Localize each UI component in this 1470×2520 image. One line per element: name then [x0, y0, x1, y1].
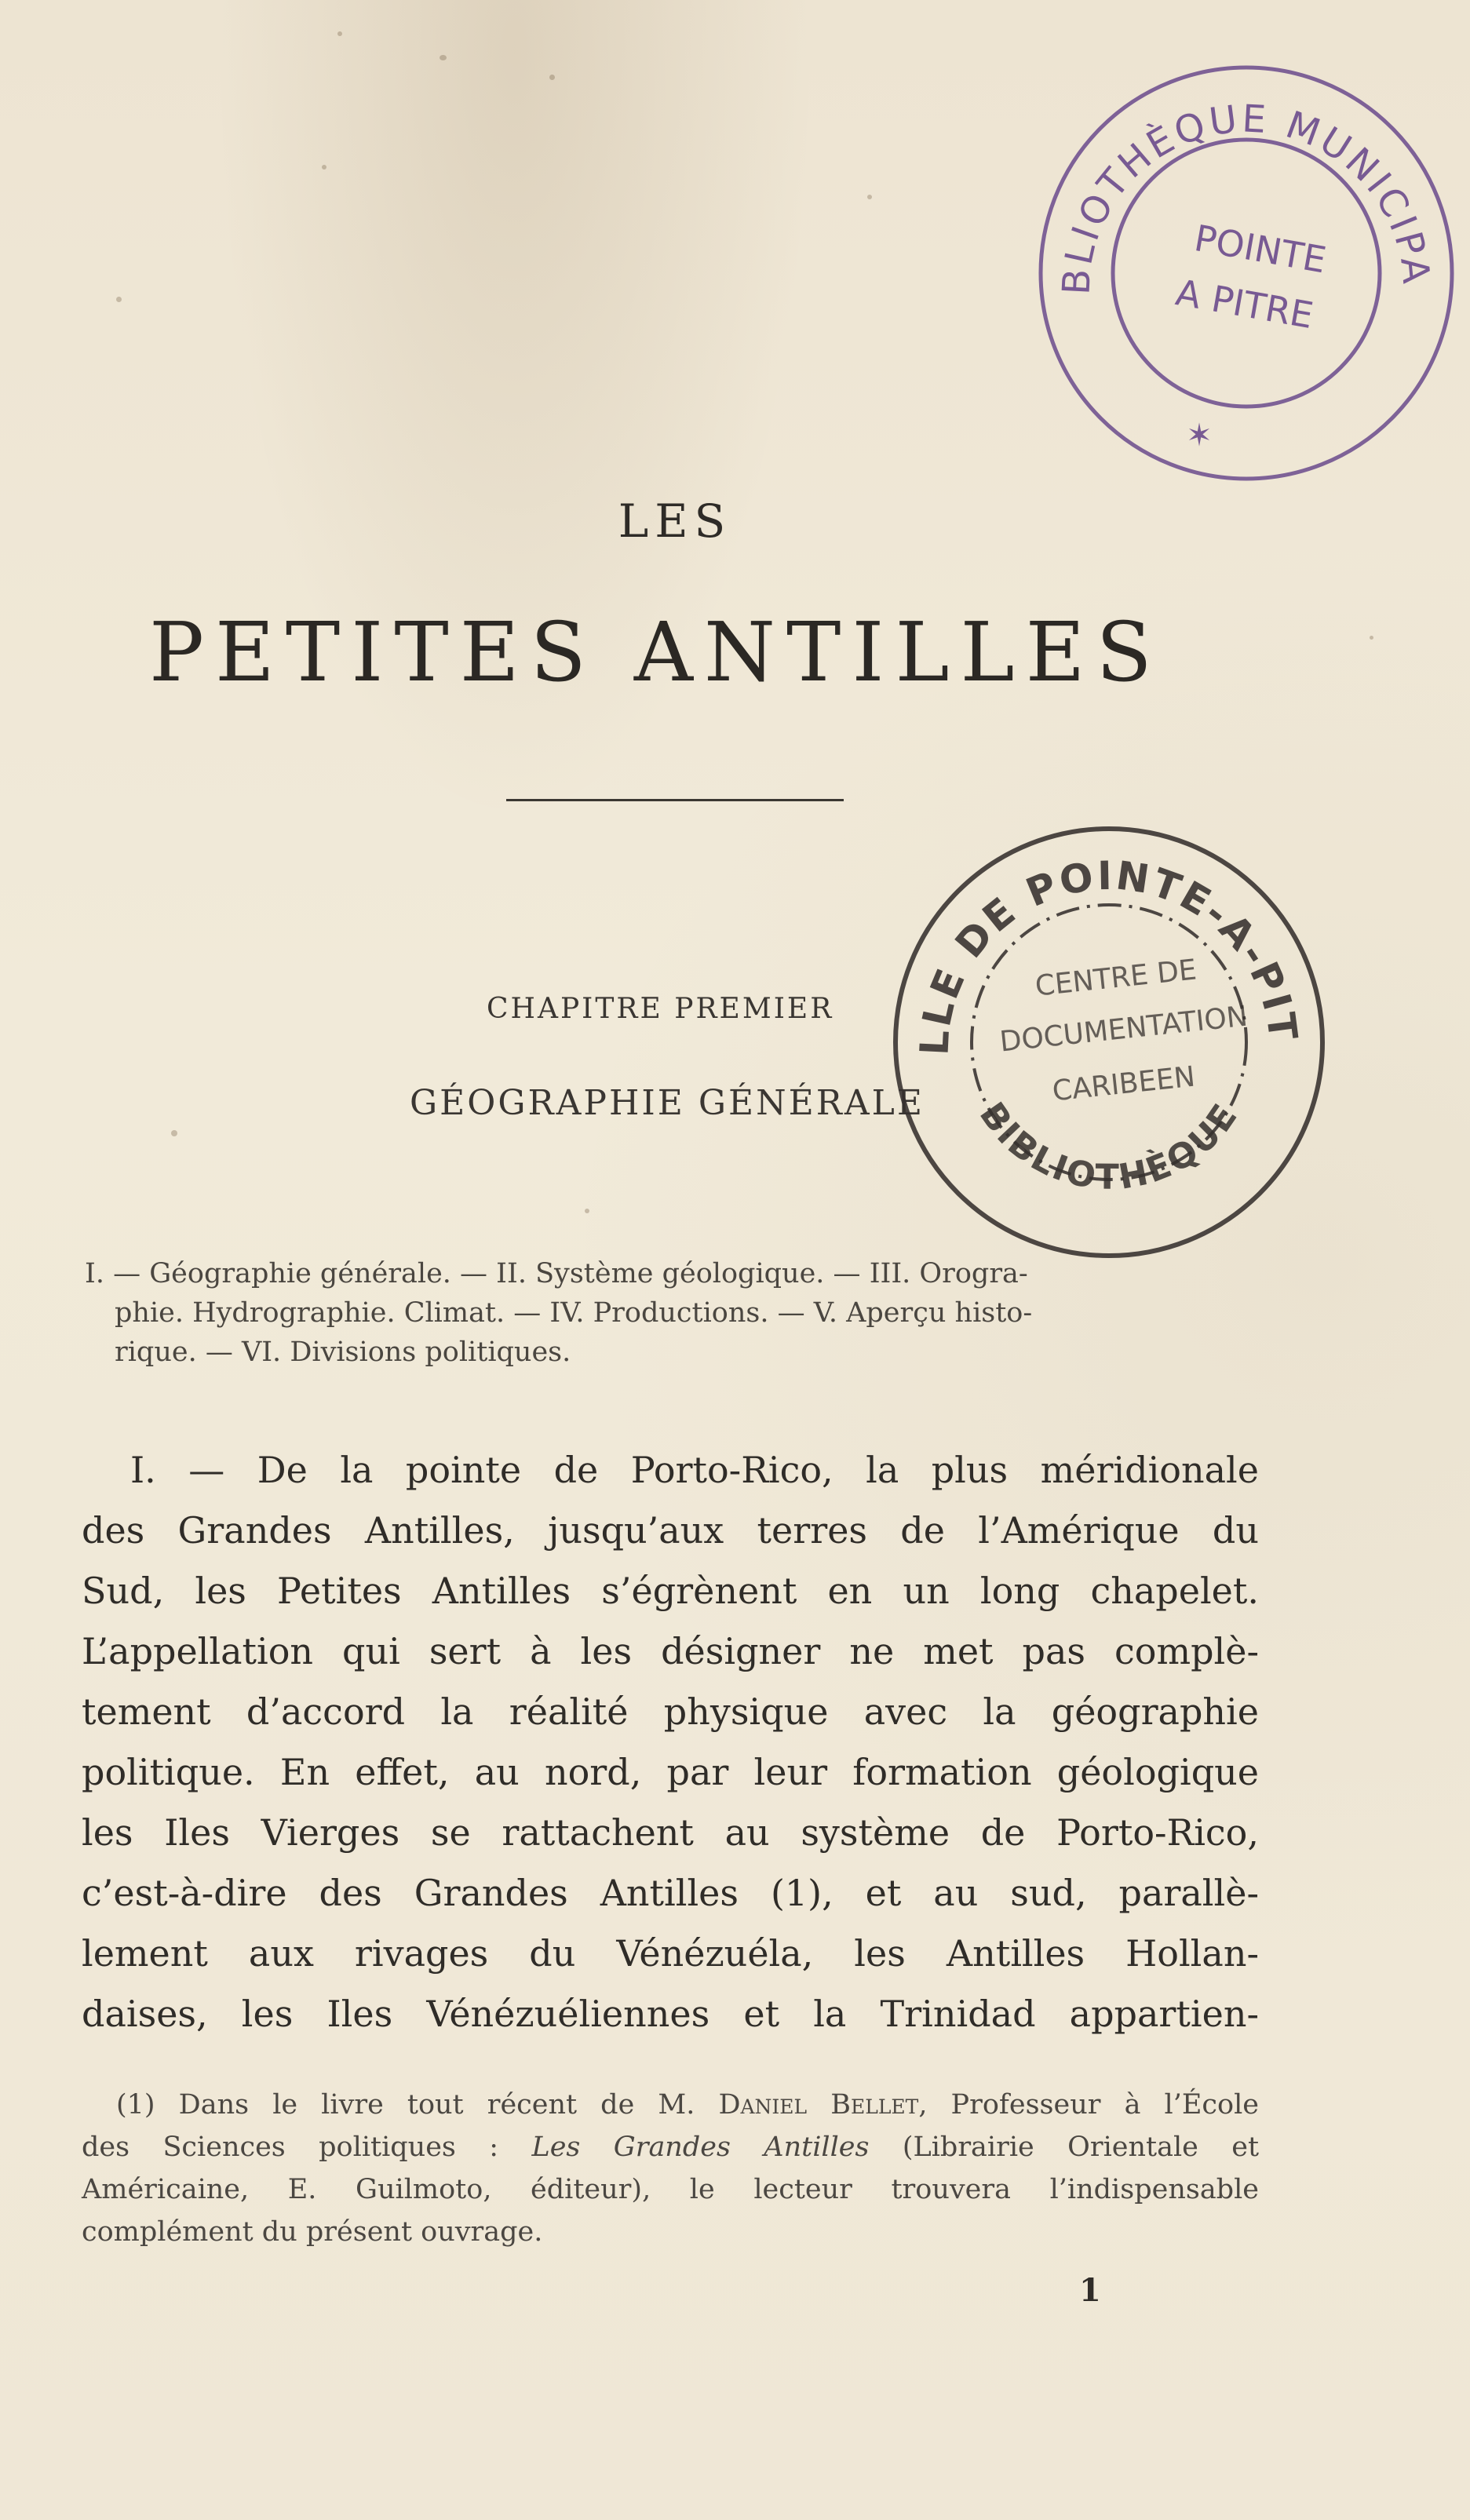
title-rule — [506, 799, 844, 801]
body-line: Sud, les Petites Antilles s’égrènent en un long chapelet. — [82, 1570, 1259, 1612]
footnote-text: (Librairie Orientale et — [869, 2132, 1260, 2163]
footnote-line — [82, 2126, 1259, 2168]
body-line: c’est-à-dire des Grandes Antilles (1), et au sud, parallè- — [82, 1872, 1259, 1914]
paper-speck — [1370, 636, 1373, 640]
body-line: daises, les Iles Vénézuéliennes et la Trinidad appartien- — [82, 1993, 1259, 2035]
footnote — [82, 2084, 1259, 2253]
chapter-title: GÉOGRAPHIE GÉNÉRALE — [410, 1083, 925, 1123]
paper-speck — [337, 31, 342, 36]
body-line: tement d’accord la réalité physique avec la géographie — [82, 1690, 1259, 1733]
book-title: PETITES ANTILLES — [149, 604, 1163, 700]
body-line: des Grandes Antilles, jusqu’aux terres de l’Amérique du — [82, 1509, 1259, 1552]
footnote-text: des Sciences politiques : — [82, 2132, 532, 2163]
body-paragraph — [82, 1440, 1259, 2044]
paper-speck — [585, 1209, 589, 1213]
footnote-author: Daniel Bellet — [718, 2089, 919, 2121]
paper-speck — [440, 55, 447, 60]
library-stamp-center-line2: A PITRE — [1173, 271, 1317, 337]
library-stamp-ring-text: BLIOTHÈQUE MUNICIPA — [1054, 97, 1439, 296]
documentation-stamp-ring-text: LLE DE POINTE-A-PIT — [911, 852, 1307, 1056]
library-stamp — [1034, 61, 1458, 485]
body-line: L’appellation qui sert à les désigner ne met pas complè- — [82, 1630, 1259, 1672]
documentation-stamp-center-line2: DOCUMENTATION — [998, 1000, 1249, 1059]
title-les: LES — [618, 494, 732, 548]
library-stamp-graphic — [1034, 61, 1458, 485]
paper-speck — [171, 1130, 177, 1136]
summary-line: I. — Géographie générale. — II. Système géologique. — III. Orogra- — [85, 1258, 1028, 1289]
page-number: 1 — [1079, 2272, 1101, 2309]
footnote-book-title: Les Grandes Antilles — [531, 2132, 870, 2163]
documentation-stamp-graphic — [854, 815, 1356, 1286]
paper-speck — [116, 297, 122, 302]
documentation-stamp-center-line3: CARIBEEN — [1050, 1060, 1197, 1108]
footnote-text: , Professeur à l’École — [918, 2089, 1259, 2121]
paper-speck — [867, 195, 872, 199]
footnote-line: Américaine, E. Guilmoto, éditeur), le lecteur trouvera l’indispensable — [82, 2174, 1259, 2205]
footnote-text: (1) Dans le livre tout récent de M. — [116, 2089, 719, 2121]
paper-speck — [322, 165, 326, 170]
documentation-stamp-bottom-text: BIBLIOTHÈQUE — [971, 1095, 1247, 1198]
star-icon: ✶ — [1186, 418, 1213, 454]
body-line: les Iles Vierges se rattachent au système de Porto-Rico, — [82, 1811, 1259, 1854]
summary-line: rique. — VI. Divisions politiques. — [115, 1337, 571, 1368]
body-line: politique. En effet, au nord, par leur formation géologique — [82, 1751, 1259, 1793]
footnote-line — [82, 2084, 1259, 2126]
paper-speck — [549, 75, 555, 80]
body-line: I. — De la pointe de Porto-Rico, la plus méridionale — [130, 1449, 1259, 1491]
footnote-line: complément du présent ouvrage. — [82, 2216, 543, 2248]
body-line: lement aux rivages du Vénézuéla, les Antilles Hollan- — [82, 1932, 1259, 1975]
summary-line: phie. Hydrographie. Climat. — IV. Productions. — V. Aperçu histo- — [115, 1297, 1033, 1329]
library-stamp-center-line1: POINTE — [1191, 216, 1330, 282]
documentation-stamp — [854, 815, 1356, 1286]
documentation-stamp-center-line1: CENTRE DE — [1033, 954, 1198, 1003]
chapter-label: CHAPITRE PREMIER — [487, 993, 834, 1025]
